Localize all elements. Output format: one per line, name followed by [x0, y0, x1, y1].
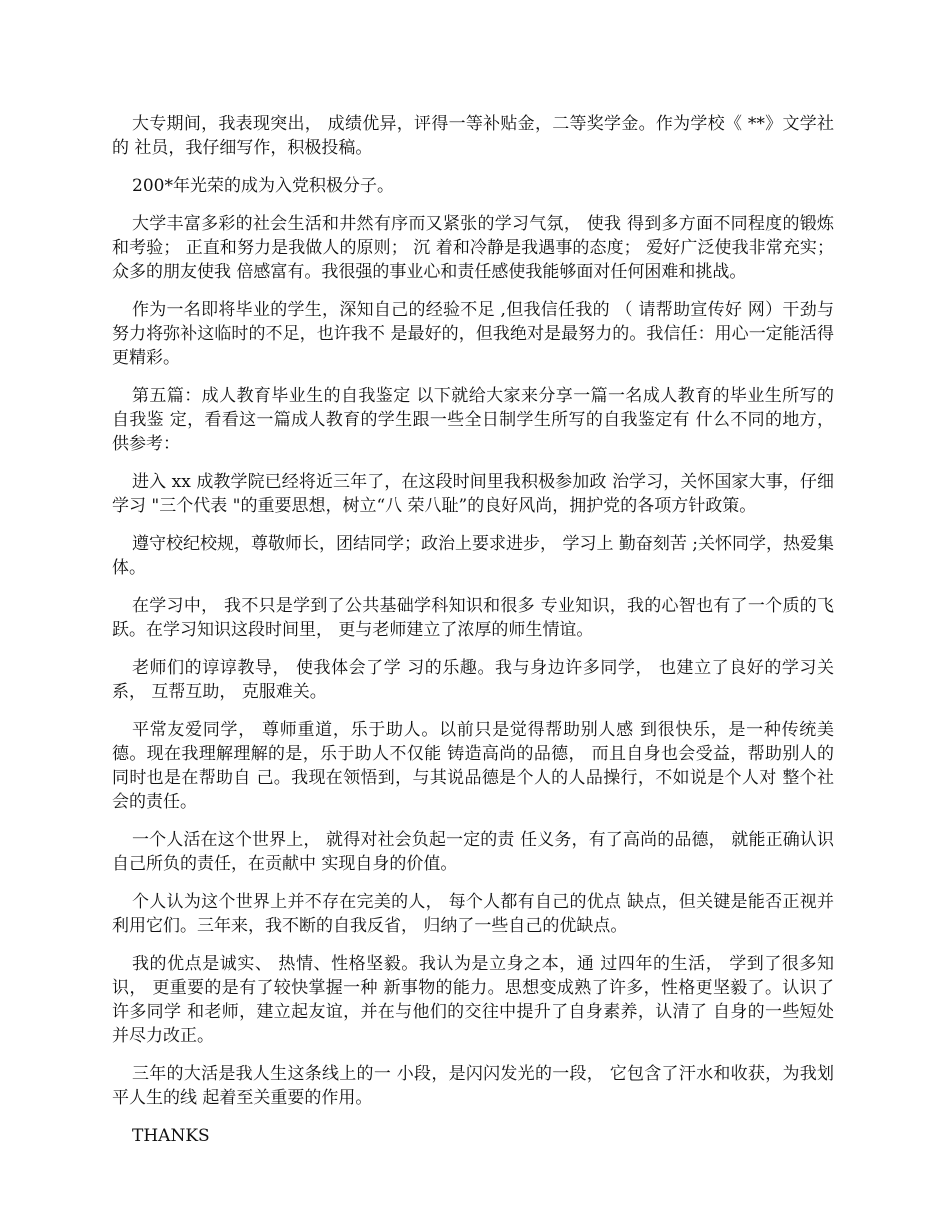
paragraph-8: 在学习中， 我不只是学到了公共基础学科知识和很多 专业知识，我的心智也有了一个质的飞跃。在学习知识这段时间里， 更与老师建立了浓厚的师生情谊。 — [112, 596, 834, 640]
paragraph-3: 大学丰富多彩的社会生活和井然有序而又紧张的学习气氛， 使我 得到多方面不同程度的锻炼和考验； 正直和努力是我做人的原则； 沉 着和冷静是我遇事的态度； 爱好广泛使我非常充实； 众多的朋友使我 倍感富有。我很强的事业心和责任感使我能够面对任何困难和挑战。 — [112, 214, 834, 282]
paragraph-13: 我的优点是诚实、 热情、性格坚毅。我认为是立身之本，通 过四年的生活， 学到了很多知识， 更重要的是有了较快掌握一种 新事物的能力。思想变成熟了许多，性格更坚毅了。认识了许多同学 和老师，建立起友谊，并在与他们的交往中提升了自身素养，认清了 自身的一些短处并尽力改正。 — [112, 954, 834, 1046]
paragraph-4: 作为一名即将毕业的学生，深知自己的经验不足 ,但我信任我的 （ 请帮助宣传好 网）干劲与努力将弥补这临时的不足，也许我不 是最好的，但我绝对是最努力的。我信任：用心一定能活得更精彩。 — [112, 300, 834, 368]
paragraph-5: 第五篇：成人教育毕业生的自我鉴定 以下就给大家来分享一篇一名成人教育的毕业生所写的自我鉴 定，看看这一篇成人教育的学生跟一些全日制学生所写的自我鉴定有 什么不同的地方，供参考： — [112, 386, 834, 454]
paragraph-9: 老师们的谆谆教导， 使我体会了学 习的乐趣。我与身边许多同学， 也建立了良好的学习关系， 互帮互助， 克服难关。 — [112, 658, 834, 702]
paragraph-14: 三年的大活是我人生这条线上的一 小段，是闪闪发光的一段， 它包含了汗水和收获，为我划平人生的线 起着至关重要的作用。 — [112, 1064, 834, 1108]
paragraph-10: 平常友爱同学， 尊师重道，乐于助人。以前只是觉得帮助别人感 到很快乐，是一种传统美德。现在我理解理解的是，乐于助人不仅能 铸造高尚的品德， 而且自身也会受益，帮助别人的同时也是在帮助自 己。我现在领悟到，与其说品德是个人的人品操行，不如说是个人对 整个社会的责任。 — [112, 720, 834, 812]
paragraph-11: 一个人活在这个世界上， 就得对社会负起一定的责 任义务，有了高尚的品德， 就能正确认识自己所负的责任，在贡献中 实现自身的价值。 — [112, 830, 834, 874]
paragraph-2: 200*年光荣的成为入党积极分子。 — [132, 176, 394, 196]
closing-thanks: THANKS — [132, 1126, 210, 1146]
paragraph-1: 大专期间，我表现突出， 成绩优异，评得一等补贴金，二等奖学金。作为学校《 **》文学社的 社员，我仔细写作，积极投稿。 — [112, 114, 834, 158]
paragraph-7: 遵守校纪校规，尊敬师长，团结同学；政治上要求进步， 学习上 勤奋刻苦 ;关怀同学，热爱集体。 — [112, 534, 834, 578]
document-body — [112, 112, 834, 1162]
paragraph-12: 个人认为这个世界上并不存在完美的人， 每个人都有自己的优点 缺点，但关键是能否正视并利用它们。三年来，我不断的自我反省， 归纳了一些自己的优缺点。 — [112, 892, 834, 936]
paragraph-6: 进入 xx 成教学院已经将近三年了，在这段时间里我积极参加政 治学习，关怀国家大事，仔细学习 "三个代表 "的重要思想，树立“八 荣八耻”的良好风尚，拥护党的各项方针政策。 — [112, 472, 834, 516]
